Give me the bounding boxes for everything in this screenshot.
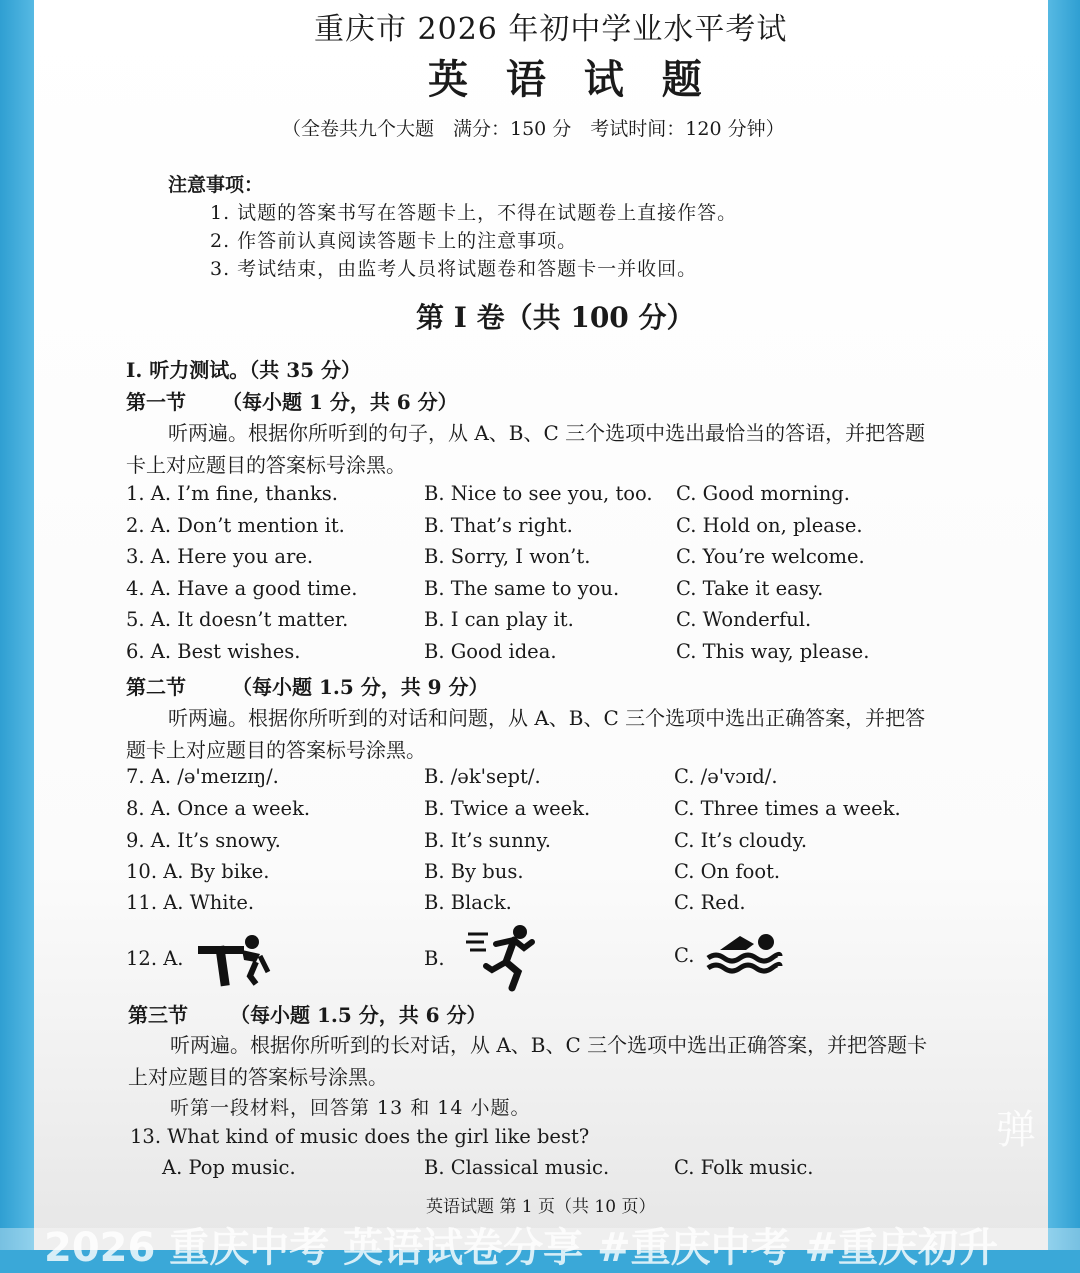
exam-title: 重庆市 2026 年初中学业水平考试	[314, 12, 788, 47]
exam-subtitle: 英 语 试 题	[428, 56, 714, 103]
option-b: B. By bus.	[424, 860, 524, 883]
option-b: B. The same to you.	[424, 577, 620, 600]
option-c: C. Wonderful.	[676, 608, 812, 631]
option-b: B. That’s right.	[424, 514, 573, 537]
option-a: 1. A. I’m fine, thanks.	[126, 482, 338, 505]
option-c: C. Red.	[674, 891, 746, 914]
video-frame-right	[1048, 0, 1080, 1250]
option-b: B. Sorry, I won’t.	[424, 545, 591, 568]
option-b: B. Black.	[424, 891, 512, 914]
question-13: 13. What kind of music does the girl like best?	[130, 1125, 590, 1148]
option-c: C. Good morning.	[676, 482, 850, 505]
section3-instruction: 上对应题目的答案标号涂黑。	[128, 1065, 388, 1089]
option-b: B. It’s sunny.	[424, 829, 551, 852]
high-jump-icon	[194, 932, 272, 990]
option-c: C. This way, please.	[676, 640, 870, 663]
option-a: 2. A. Don’t mention it.	[126, 514, 345, 537]
option-b: B. Nice to see you, too.	[424, 482, 653, 505]
section2-title: 第二节	[126, 675, 186, 699]
video-frame-left	[0, 0, 34, 1250]
option-c: C. You’re welcome.	[676, 545, 865, 568]
option-b: B. Twice a week.	[424, 797, 591, 820]
option-c: C. On foot.	[674, 860, 781, 883]
option-c: C. Folk music.	[674, 1156, 814, 1179]
section1-title: 第一节	[126, 390, 186, 414]
option-a: 8. A. Once a week.	[126, 797, 311, 820]
note-item: 1. 试题的答案书写在答题卡上，不得在试题卷上直接作答。	[210, 202, 738, 224]
option-a: 3. A. Here you are.	[126, 545, 314, 568]
option-b: B.	[424, 947, 445, 970]
caption-overlay	[0, 1225, 1080, 1271]
material-note: 听第一段材料，回答第 13 和 14 小题。	[170, 1097, 531, 1119]
section1-instruction: 卡上对应题目的答案标号涂黑。	[126, 453, 406, 477]
section2-score: （每小题 1.5 分，共 9 分）	[232, 675, 489, 699]
section2-instruction: 听两遍。根据你所听到的对话和问题，从 A、B、C 三个选项中选出正确答案，并把答	[168, 706, 926, 730]
option-a: 11. A. White.	[126, 891, 255, 914]
running-icon	[466, 922, 538, 992]
option-a: 4. A. Have a good time.	[126, 577, 358, 600]
option-a: 9. A. It’s snowy.	[126, 829, 281, 852]
section3-title: 第三节	[128, 1003, 188, 1027]
section1-instruction: 听两遍。根据你所听到的句子，从 A、B、C 三个选项中选出最恰当的答语，并把答题	[168, 421, 926, 445]
page-footer: 英语试题 第 1 页（共 10 页）	[426, 1197, 656, 1217]
option-c: C.	[674, 944, 695, 967]
option-b: B. Good idea.	[424, 640, 557, 663]
swimming-icon	[706, 928, 782, 978]
caption-text: 2026 重庆中考 英语试卷分享 #重庆中考 #重庆初升	[44, 1225, 999, 1271]
option-a: 7. A. /ə'meɪzɪŋ/.	[126, 765, 279, 788]
option-b: B. I can play it.	[424, 608, 574, 631]
option-c: C. It’s cloudy.	[674, 829, 808, 852]
option-a: A. Pop music.	[162, 1156, 296, 1179]
option-c: C. Take it easy.	[676, 577, 824, 600]
option-a: 10. A. By bike.	[126, 860, 270, 883]
section3-instruction: 听两遍。根据你所听到的长对话，从 A、B、C 三个选项中选出正确答案，并把答题卡	[170, 1033, 928, 1057]
option-b: B. /ək'sept/.	[424, 765, 541, 788]
danmaku-toggle[interactable]: 弹	[996, 1107, 1036, 1153]
part-heading: 第 I 卷（共 100 分）	[416, 301, 695, 334]
exam-meta: （全卷共九个大题 满分：150 分 考试时间：120 分钟）	[282, 118, 785, 140]
listening-heading: I. 听力测试。（共 35 分）	[126, 358, 362, 382]
option-a: 12. A.	[126, 947, 184, 970]
section1-score: （每小题 1 分，共 6 分）	[222, 390, 458, 414]
note-item: 3. 考试结束，由监考人员将试题卷和答题卡一并收回。	[210, 258, 698, 280]
section2-instruction: 题卡上对应题目的答案标号涂黑。	[126, 738, 426, 762]
option-c: C. Three times a week.	[674, 797, 901, 820]
option-a: 5. A. It doesn’t matter.	[126, 608, 349, 631]
option-a: 6. A. Best wishes.	[126, 640, 301, 663]
option-c: C. Hold on, please.	[676, 514, 863, 537]
note-item: 2. 作答前认真阅读答题卡上的注意事项。	[210, 230, 578, 252]
notes-heading: 注意事项：	[168, 174, 264, 196]
section3-score: （每小题 1.5 分，共 6 分）	[230, 1003, 487, 1027]
option-c: C. /ə'vɔɪd/.	[674, 765, 778, 788]
exam-paper	[34, 0, 1048, 1250]
option-b: B. Classical music.	[424, 1156, 610, 1179]
